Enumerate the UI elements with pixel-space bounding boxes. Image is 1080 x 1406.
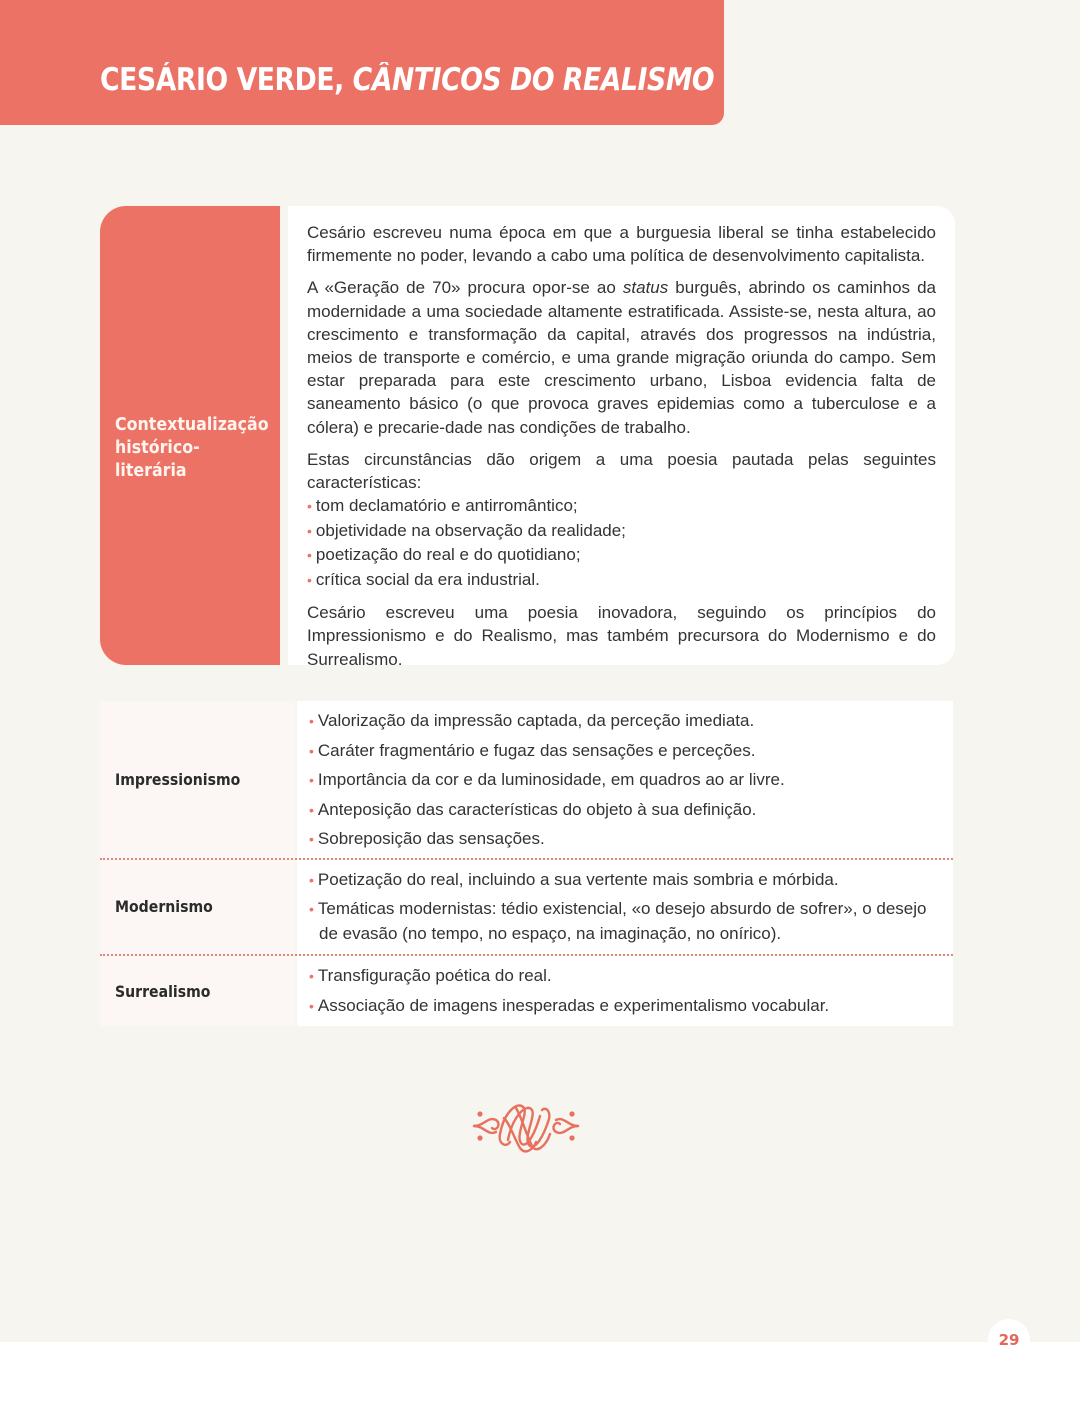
list-item-text: Temáticas modernistas: tédio existencial, «o desejo absurdo de sofrer», o desejo de evasão (no tempo, no espaço, na imaginação, no onírico). xyxy=(317,899,927,943)
list-item-text: Anteposição das características do objeto à sua definição. xyxy=(317,799,757,819)
bullet-icon: • xyxy=(309,831,314,847)
list-item xyxy=(309,798,938,823)
decorative-flourish-icon xyxy=(470,1094,582,1158)
context-body xyxy=(288,206,955,669)
list-item-text: objetividade na observação da realidade; xyxy=(315,520,626,540)
context-paragraph-2 xyxy=(307,276,936,438)
movement-label xyxy=(100,701,295,858)
list-item-text: Valorização da impressão captada, da perceção imediata. xyxy=(317,711,755,730)
characteristics-list xyxy=(307,494,936,592)
context-paragraph-3: Estas circunstâncias dão origem a uma poesia pautada pelas seguintes características: xyxy=(307,449,936,493)
movement-content xyxy=(297,701,953,858)
movements-table xyxy=(100,701,953,1026)
list-item-text: tom declamatório e antirromântico; xyxy=(315,496,578,516)
list-item xyxy=(309,868,938,893)
list-item-text: Poetização do real, incluindo a sua vertente mais sombria e mórbida. xyxy=(317,869,839,889)
paragraph2-text-a: A «Geração de 70» procura opor-se ao xyxy=(307,278,623,298)
bullet-icon: • xyxy=(309,713,314,729)
list-item xyxy=(309,994,938,1019)
paragraph2-italic-term: status xyxy=(622,278,669,298)
context-label-line1: Contextualização xyxy=(115,414,269,435)
bullet-icon: • xyxy=(309,742,314,759)
list-item xyxy=(309,897,938,946)
title-work: CÂNTICOS DO REALISMO xyxy=(352,62,715,98)
list-item xyxy=(307,494,936,519)
list-item xyxy=(307,519,936,544)
paragraph2-text-b: burguês, abrindo os caminhos da modernidade a uma sociedade altamente estratificada. Assiste-se, nesta altura, ao crescimento e transformação da capital, através dos progressos na indústria, meios de transporte e comércio, e uma grande migração oriunda do campo. Sem estar preparada para este crescimento urbano, Lisboa evidencia falta de saneamento básico (o que provoca graves epidemias como a tuberculose e a cólera) e precarie-dade nas condições de trabalho. xyxy=(307,278,936,437)
bullet-icon: • xyxy=(307,498,312,515)
list-item-text: Transfiguração poética do real. xyxy=(317,966,552,985)
page-title xyxy=(100,62,714,98)
movement-name: Modernismo xyxy=(115,897,213,917)
header-band xyxy=(0,0,724,125)
list-item xyxy=(307,543,936,568)
list-item xyxy=(309,709,938,734)
bullet-icon: • xyxy=(309,801,314,818)
list-item xyxy=(309,827,938,852)
list-item-text: Sobreposição das sensações. xyxy=(317,829,545,848)
bullet-icon: • xyxy=(307,522,312,539)
list-item-text: Importância da cor e da luminosidade, em quadros ao ar livre. xyxy=(317,770,785,789)
movement-content xyxy=(297,956,953,1026)
context-paragraph-4: Cesário escreveu uma poesia inovadora, seguindo os princípios do Impressionismo e do Realismo, mas também precursora do Modernismo e do Surrealismo. xyxy=(307,603,936,669)
context-label-line2: histórico-literária xyxy=(115,437,200,481)
list-item-text: crítica social da era industrial. xyxy=(315,569,540,589)
title-author: CESÁRIO VERDE, xyxy=(100,62,353,98)
list-item-text: Caráter fragmentário e fugaz das sensações e perceções. xyxy=(317,740,756,760)
context-label xyxy=(115,413,269,482)
context-card xyxy=(100,206,955,669)
list-item-text: Associação de imagens inesperadas e experimentalismo vocabular. xyxy=(317,995,830,1015)
list-item-text: poetização do real e do quotidiano; xyxy=(315,545,581,565)
bullet-icon: • xyxy=(309,772,314,788)
list-item xyxy=(309,964,938,989)
table-row-modernismo xyxy=(100,858,953,955)
movement-label xyxy=(100,956,295,1026)
context-paragraph-1: Cesário escreveu numa época em que a burguesia liberal se tinha estabelecido firmemente no poder, levando a cabo uma política de desenvolvimento capitalista. xyxy=(307,223,936,266)
movement-content xyxy=(297,860,953,955)
list-item xyxy=(309,739,938,764)
page-number: 29 xyxy=(988,1319,1030,1361)
bullet-icon: • xyxy=(307,571,312,588)
bullet-icon: • xyxy=(309,968,314,984)
context-label-box xyxy=(100,206,280,665)
table-row-impressionismo xyxy=(100,701,953,858)
bullet-icon: • xyxy=(309,871,314,888)
bullet-icon: • xyxy=(309,997,314,1014)
list-item xyxy=(309,768,938,793)
table-row-surrealismo xyxy=(100,954,953,1026)
movement-name: Surrealismo xyxy=(115,981,211,1001)
bullet-icon: • xyxy=(307,547,312,564)
bullet-icon: • xyxy=(309,901,314,917)
movement-label xyxy=(100,860,295,955)
movement-name: Impressionismo xyxy=(115,769,241,789)
list-item xyxy=(307,568,936,593)
